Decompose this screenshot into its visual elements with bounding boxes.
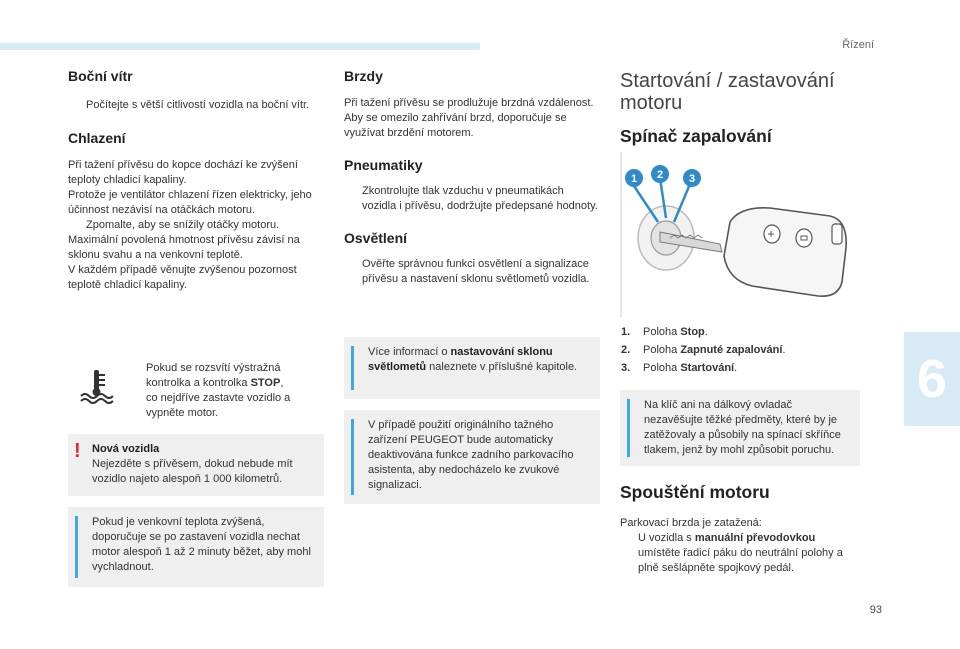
new-vehicle-warning: ! Nová vozidla Nejezděte s přívěsem, dokud nebude mít vozidlo najeto alespoň 1 000 kilometrů.: [68, 434, 324, 496]
section-title-brakes: Brzdy: [344, 68, 383, 84]
coolant-temperature-icon: [78, 368, 118, 404]
cooling-paragraph-2: Protože je ventilátor chlazení řízen elektricky, jeho účinnost nezávisí na otáčkách motoru.: [68, 189, 312, 216]
section-title-ignition: Spínač zapalování: [620, 126, 772, 146]
chapter-name: Řízení: [842, 39, 874, 51]
engine-start-intro: Parkovací brzda je zatažená:: [620, 517, 762, 529]
bullet-lighting: Ověřte správnou funkci osvětlení a signalizace přívěsu a nastavení sklonu světlometů vozidla.: [362, 258, 590, 285]
section-title-tyres: Pneumatiky: [344, 157, 423, 173]
callout-3: 3: [688, 173, 696, 185]
callout-2: 2: [656, 169, 664, 181]
section-title-cooling: Chlazení: [68, 130, 126, 146]
info-bar: [75, 516, 78, 578]
headlamp-note: Více informací o nastavování sklonu světlometů naleznete v příslušné kapitole.: [344, 337, 600, 399]
chapter-tab: [904, 332, 960, 426]
info-bar: [627, 399, 630, 457]
position-item-2: 2. Poloha Zapnuté zapalování.: [621, 344, 786, 356]
section-title-lighting: Osvětlení: [344, 230, 408, 246]
cooling-paragraph-1: Při tažení přívěsu do kopce dochází ke zvýšení teploty chladicí kapaliny.: [68, 159, 298, 186]
page-number: 93: [869, 604, 882, 616]
parking-assist-note: V případě použití originálního tažného zařízení PEUGEOT bude automaticky deaktivována funkce zadního parkovacího asistenta, aby nedocházelo ke zvukové signalizaci.: [344, 410, 600, 504]
hot-weather-note: Pokud je venkovní teplota zvýšená, doporučuje se po zastavení vozidla nechat motor alespoň 1 až 2 minuty běžet, aby mohl vychladnout.: [68, 507, 324, 587]
cooling-paragraph-4: V každém případě věnujte zvýšenou pozornost teplotě chladicí kapaliny.: [68, 264, 297, 291]
position-item-1: 1. Poloha Stop.: [621, 326, 708, 338]
position-item-3: 3. Poloha Startování.: [621, 362, 738, 374]
column-1: [68, 60, 324, 293]
warning-icon: !: [74, 440, 81, 462]
chapter-heading: Startování / zastavování motoru: [620, 70, 835, 114]
section-title-engine-start: Spouštění motoru: [620, 482, 770, 502]
column-2: [344, 60, 600, 287]
warning-title: Nová vozidla: [92, 443, 160, 455]
info-bar: [351, 419, 354, 495]
bullet-slow-down: Zpomalte, aby se snížily otáčky motoru.: [86, 219, 280, 231]
column-3: [620, 60, 860, 147]
chapter-number: 6: [916, 349, 948, 409]
bullet-manual-gearbox: U vozidla s manuální převodovkou umístěte řadicí páku do neutrální polohy a plně sešlápněte spojkový pedál.: [638, 532, 843, 574]
keyring-note: Na klíč ani na dálkový ovladač nezavěšujte těžké předměty, které by je zatěžovaly a působily na spínací skříňce tlakem, jenž by mohl způsobit poruchu.: [620, 390, 860, 466]
section-title-crosswind: Boční vítr: [68, 68, 133, 84]
info-bar: [351, 346, 354, 390]
bullet-tyres: Zkontrolujte tlak vzduchu v pneumatikách vozidla i přívěsu, dodržujte předepsané hodnoty.: [362, 185, 598, 212]
bullet-crosswind: Počítejte s větší citlivostí vozidla na boční vítr.: [86, 99, 310, 111]
header-bar: [0, 43, 480, 50]
callout-1: 1: [630, 173, 638, 185]
warning-light-instruction: Pokud se rozsvítí výstražná kontrolka a kontrolka STOP, co nejdříve zastavte vozidlo a vypněte motor.: [146, 362, 291, 419]
brakes-paragraph-2: Aby se omezilo zahřívání brzd, doporučuje se využívat brzdění motorem.: [344, 112, 567, 139]
brakes-paragraph-1: Při tažení přívěsu se prodlužuje brzdná vzdálenost.: [344, 97, 594, 109]
ignition-key-illustration: [620, 152, 860, 322]
cooling-paragraph-3: Maximální povolená hmotnost přívěsu závisí na sklonu svahu a na venkovní teplotě.: [68, 234, 300, 261]
